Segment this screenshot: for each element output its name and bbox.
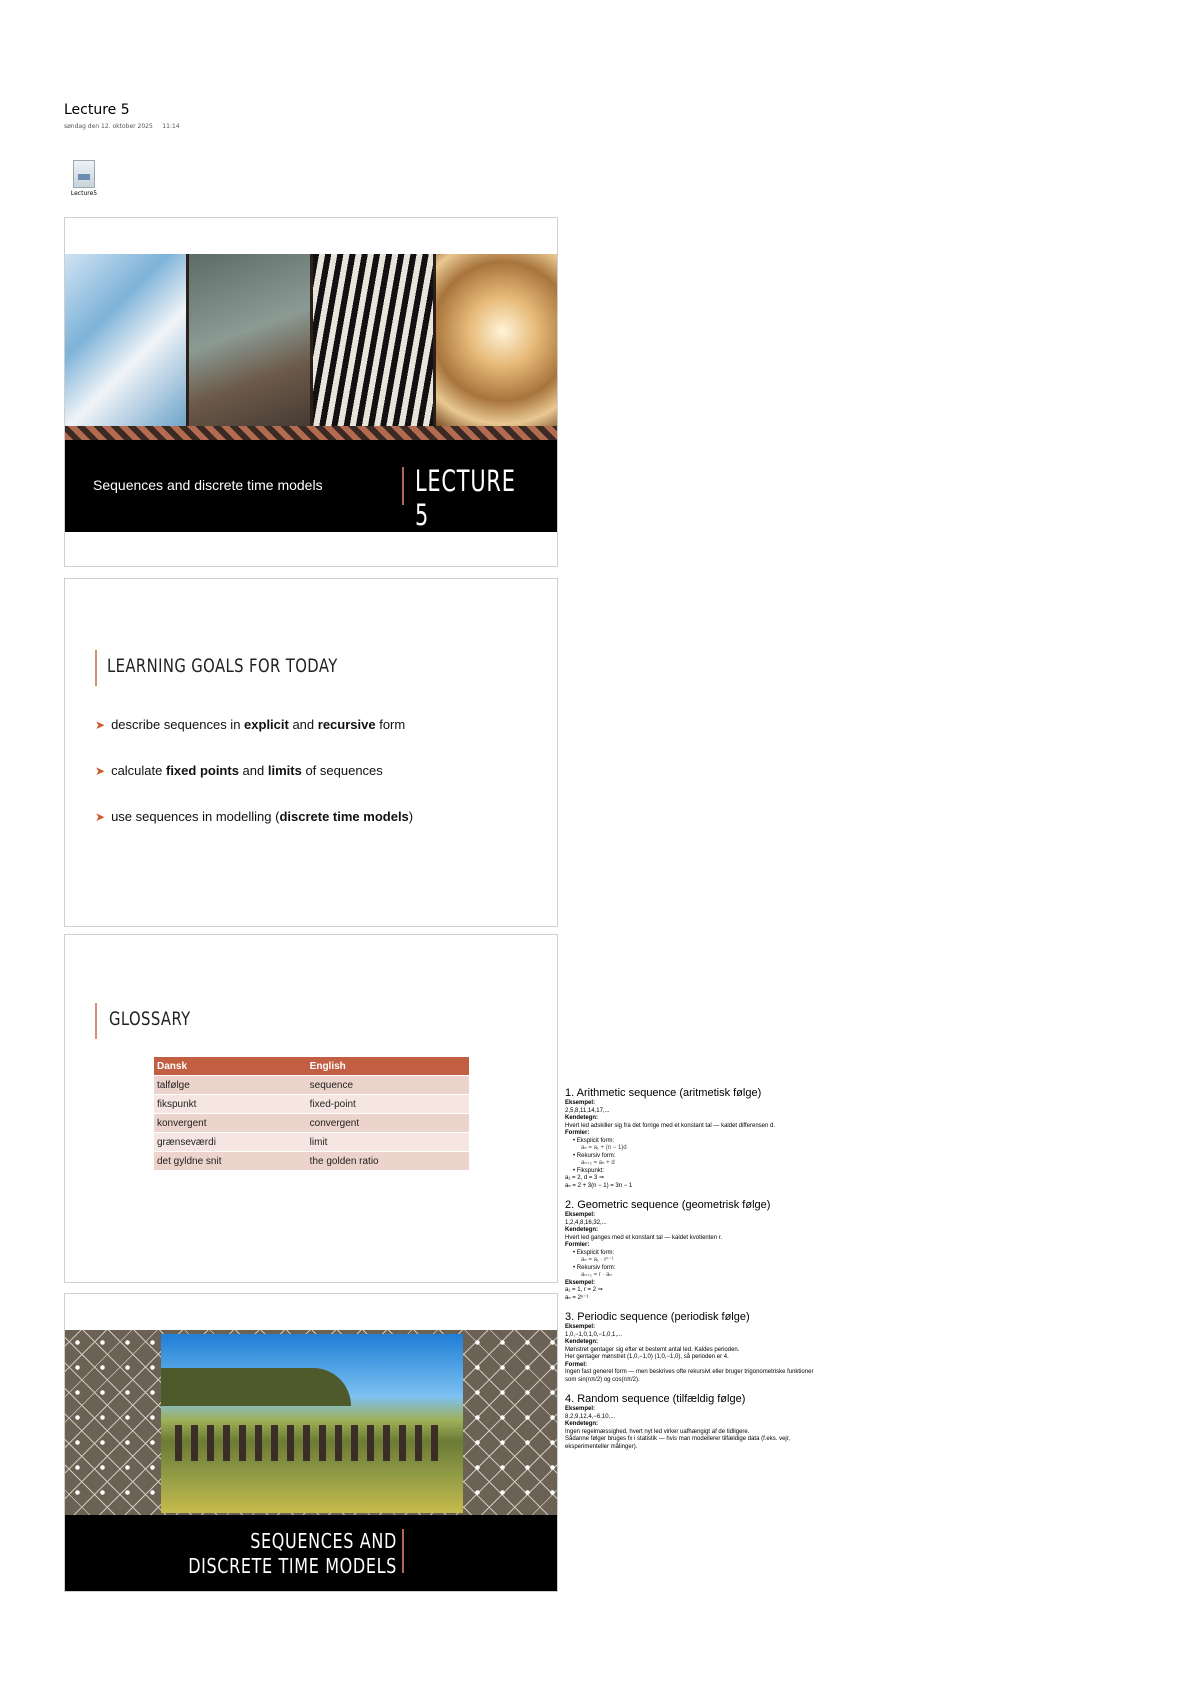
attachment-name: Lecture5 — [70, 190, 98, 197]
notes-line: a₁ = 1, r = 2 ⇒ — [565, 1287, 603, 1293]
notes-section — [565, 1311, 985, 1384]
notes-line: Kendetegn: — [565, 1339, 598, 1345]
glossary-heading: GLOSSARY — [109, 1008, 191, 1030]
notes-line: • Eksplicit form: — [573, 1249, 615, 1256]
notes-line: Ingen fast generel form — men beskrives ofte rekursivt eller bruger trigonometriske funktioner — [565, 1369, 814, 1375]
lab-vials-photo — [65, 254, 189, 426]
notes-line: aₙ = a₁ + (n − 1)d — [581, 1145, 627, 1151]
notes-line: Eksempel: — [565, 1324, 596, 1330]
notes-heading: 4. Random sequence (tilfældig følge) — [565, 1393, 746, 1405]
column-header: Dansk — [154, 1057, 307, 1076]
title-band — [65, 1515, 557, 1591]
notes-line: Kendetegn: — [565, 1421, 598, 1427]
notes-section — [565, 1087, 985, 1190]
notes-line: aₙ₊₁ = r · aₙ — [581, 1272, 612, 1278]
notes-panel — [565, 1087, 985, 1460]
notes-line: aₙ = 2 + 3(n − 1) = 3n − 1 — [565, 1182, 633, 1189]
notes-line: 8,2,9,12,4,−6,10,... — [565, 1413, 616, 1420]
table-row: grænseværdi limit — [154, 1133, 469, 1152]
notes-line: • Rekursiv form: — [573, 1152, 616, 1159]
notes-line: aₙ₊₁ = aₙ + d — [581, 1160, 615, 1166]
title-divider — [402, 1529, 404, 1573]
section-title: SEQUENCES AND DISCRETE TIME MODELS — [188, 1529, 397, 1578]
title-band — [65, 440, 557, 532]
notes-line: Formler: — [565, 1130, 590, 1136]
notes-section — [565, 1199, 985, 1302]
notes-line: • Fikspunkt: — [573, 1167, 605, 1174]
attachment[interactable] — [64, 160, 104, 197]
table-row: talfølge sequence — [154, 1076, 469, 1095]
slide-4 — [64, 1293, 558, 1592]
slide-2 — [64, 578, 558, 927]
slide-1 — [64, 217, 558, 567]
notes-line: Formel: — [565, 1361, 588, 1368]
notes-line: 1,2,4,8,16,32,... — [565, 1219, 607, 1226]
notes-line: Kendetegn: — [565, 1115, 598, 1121]
notes-line: Sådanne følger bruges fx i statistik — hvis man modellerer tilfældige data (f.eks. vejr, — [565, 1436, 791, 1442]
slide-3 — [64, 934, 558, 1283]
notes-line: Eksempel: — [565, 1279, 596, 1286]
title-divider — [402, 467, 404, 505]
chalkboard-photo — [189, 254, 313, 426]
zebra-photo — [313, 254, 437, 426]
notes-line: Hvert led ganges med et konstant tal — kaldet kvotienten r. — [565, 1234, 723, 1241]
notes-heading: 3. Periodic sequence (periodisk følge) — [565, 1311, 750, 1323]
slide-title: LECTURE 5 — [415, 464, 516, 532]
notes-line: Formler: — [565, 1242, 590, 1248]
table-header-row — [154, 1057, 469, 1076]
arrow-bullet-icon: ➤ — [95, 810, 106, 824]
page-date: søndag den 12. oktober 2025 11:14 — [64, 123, 180, 130]
title-photo-strip — [65, 254, 557, 426]
heading-accent-bar — [95, 1003, 97, 1039]
slide-subtitle: Sequences and discrete time models — [93, 477, 323, 493]
easter-island-moai-photo — [161, 1334, 463, 1513]
column-header: English — [307, 1057, 469, 1076]
notes-line: • Rekursiv form: — [573, 1264, 616, 1271]
notes-line: Mønstret gentager sig efter et bestemt antal led. Kaldes perioden. — [565, 1346, 740, 1353]
notes-section — [565, 1393, 985, 1451]
table-row: det gyldne snit the golden ratio — [154, 1152, 469, 1171]
decorative-border — [65, 426, 557, 440]
nautilus-shell-photo — [436, 254, 557, 426]
document-file-icon[interactable] — [73, 160, 95, 188]
notes-line: Ingen regelmæssighed, hvert nyt led virker uafhængigt af de tidligere. — [565, 1428, 750, 1435]
notes-heading: 1. Arithmetic sequence (aritmetisk følge) — [565, 1087, 762, 1099]
table-row: fikspunkt fixed-point — [154, 1095, 469, 1114]
arrow-bullet-icon: ➤ — [95, 764, 106, 778]
notes-heading: 2. Geometric sequence (geometrisk følge) — [565, 1199, 771, 1211]
notes-line: • Eksplicit form: — [573, 1137, 615, 1144]
goal-item: ➤ calculate fixed points and limits of sequences — [95, 763, 383, 778]
notes-line: 2,5,8,11,14,17,... — [565, 1107, 610, 1114]
notes-line: aₙ = 2ⁿ⁻¹ — [565, 1294, 589, 1301]
notes-line: a₁ = 2, d = 3 ⇒ — [565, 1175, 605, 1181]
notes-line: Her gentager mønstret (1,0,−1,0) (1,0,−1,0), så perioden er 4. — [565, 1354, 729, 1360]
learning-goals-heading: LEARNING GOALS FOR TODAY — [107, 655, 338, 677]
notes-line: Eksempel: — [565, 1212, 596, 1218]
notes-line: Eksempel: — [565, 1406, 596, 1412]
notes-line: Hvert led adskiller sig fra det forrige med et konstant tal — kaldet differensen d. — [565, 1122, 775, 1129]
heading-accent-bar — [95, 650, 97, 686]
notes-line: Kendetegn: — [565, 1227, 598, 1233]
notes-line: Eksempel: — [565, 1100, 596, 1106]
goal-item: ➤ use sequences in modelling (discrete time models) — [95, 809, 414, 824]
notes-line: aₙ = a₁ · rⁿ⁻¹ — [581, 1257, 614, 1263]
notes-line: 1,0,−1,0,1,0,−1,0,1,... — [565, 1331, 623, 1338]
notes-line: som sin(nπ/2) og cos(nπ/2). — [565, 1376, 640, 1383]
arrow-bullet-icon: ➤ — [95, 718, 106, 732]
page-title: Lecture 5 — [64, 102, 130, 118]
goal-item: ➤ describe sequences in explicit and recursive form — [95, 717, 406, 732]
notes-line: eksperimenteller målinger). — [565, 1443, 638, 1450]
glossary-table — [154, 1057, 469, 1170]
table-row: konvergent convergent — [154, 1114, 469, 1133]
